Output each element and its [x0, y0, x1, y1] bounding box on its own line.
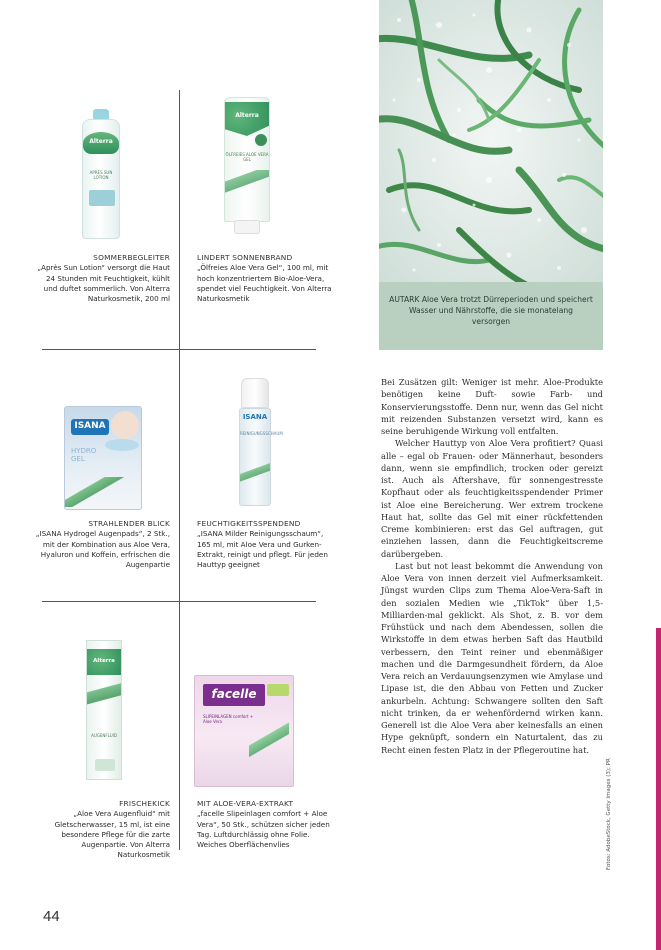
product-image-cleansing-foam — [237, 378, 283, 506]
photo-caption-box — [379, 282, 603, 350]
caption-eye-fluid — [34, 799, 170, 861]
caption-title-hydrogel-pads: STRAHLENDER BLICK — [88, 519, 170, 528]
article-paragraph-1: Bei Zusätzen gilt: Weniger ist mehr. Aloe-Produkte benötigen keine Duft- sowie Farb- und Konservierungsstoffe. Denn nur, wenn das Gel nicht mit reizenden Substanzen versetzt wird, kann es seine beruhigende Wirkung voll entfalten. — [381, 377, 603, 436]
caption-text-panty-liners: „facelle Slipeinlagen comfort + Aloe Vera“, 50 Stk., schützen sicher jeden Tag. Luftdurchlässig ohne Folie. Weiches Oberflächenvlies — [197, 809, 330, 850]
cleansing-foam-label: REINIGUNGSSCHAUM — [240, 431, 283, 436]
product-image-hydrogel-pads — [64, 406, 142, 510]
grid-divider-vertical — [179, 90, 180, 850]
caption-text-eye-fluid: „Aloe Vera Augenfluid“ mit Gletscherwasser, 15 ml, ist eine besondere Pflege für die zarte Augenpartie. Von Alterra Naturkosmetik — [54, 809, 170, 860]
article-paragraph-2: Welcher Hauttyp von Aloe Vera profitiert? Quasi alle – egal ob Frauen- oder Männerhaut, besonders dann, wenn sie empfindlich, trocken oder gereizt ist. Auch als Aftershave, für sonnengestresste Kopfhaut oder als feuchtigkeitsspendender Primer ist Aloe eine Bereicherung. Wer extrem trockene Haut hat, sollte das Gel mit einer rückfettenden Creme kombinieren: erst das Gel auftragen, gut einziehen lassen, dann die Feuchtigkeitscreme darübergeben. — [381, 438, 603, 559]
photo-caption: AUTARK Aloe Vera trotzt Dürreperioden und speichert Wasser und Nährstoffe, die sie monatelang versorgen — [389, 295, 593, 326]
page-number: 44 — [43, 908, 60, 925]
article-paragraph-3: Last but not least bekommt die Anwendung von Aloe Vera von innen derzeit viel Aufmerksamkeit. Jüngst wurden Clips zum Thema Aloe-Vera-Saft in den sozialen Medien wie „TikTok“ über 1,5-Milliarden-mal geklickt. Als Shot, z. B. vor dem Frühstück und nach dem Abendessen, sollen die Wirkstoffe in dem etwas herben Saft das Hautbild verbessern, den Teint reiner und ebenmäßiger machen und die Darmgesundheit fördern, da Aloe Vera reich an Verdauungsenzymen wie Amylase und Lipase ist, die den Abbau von Fetten und Zucker ankurbeln. Achtung: Schwangere sollten den Saft nicht trinken, da er wehenfördernd wirken kann. Generell ist die Aloe Vera aber keinesfalls an einen Hype geknüpft, sondern ein Naturtalent, das zu Recht einen festen Platz in der Pflegeroutine hat. — [381, 560, 603, 755]
panty-liners-label: SLIPEINLAGEN comfort + Aloe Vera — [203, 714, 254, 724]
product-image-apres-sun — [80, 109, 122, 239]
aloe-gel-brand: Alterra — [235, 112, 259, 119]
caption-apres-sun — [34, 253, 170, 304]
grid-divider-middle — [42, 601, 316, 602]
caption-title-cleansing-foam: FEUCHTIGKEITSSPENDEND — [197, 519, 301, 528]
caption-title-apres-sun: SOMMERBEGLEITER — [93, 253, 170, 262]
caption-text-hydrogel-pads: „ISANA Hydrogel Augenpads“, 2 Stk., mit der Kombination aus Aloe Vera, Hyaluron und Koffein, erfrischen die Augenpartie — [35, 529, 170, 570]
caption-cleansing-foam — [197, 519, 333, 570]
apres-sun-label: APRÈS SUN LOTION — [89, 170, 113, 180]
product-image-aloe-gel — [224, 97, 270, 237]
apres-sun-brand: Alterra — [89, 138, 113, 145]
edge-color-bar — [656, 628, 661, 950]
article-body — [381, 376, 603, 756]
caption-title-aloe-gel: LINDERT SONNENBRAND — [197, 253, 293, 262]
caption-title-panty-liners: MIT ALOE-VERA-EXTRAKT — [197, 799, 294, 808]
eye-fluid-brand: Alterra — [93, 658, 115, 664]
caption-panty-liners — [197, 799, 333, 850]
hydrogel-pads-brand: ISANA — [74, 421, 106, 431]
photo-credit: Fotos: AdobeStock, Getty Images (3); PR — [606, 758, 612, 870]
caption-hydrogel-pads — [34, 519, 170, 570]
hydrogel-pads-label: HYDRO GEL — [71, 447, 97, 463]
product-image-eye-fluid — [86, 640, 122, 780]
grid-divider-top — [42, 349, 316, 350]
aloe-leaves-illustration — [379, 0, 603, 282]
caption-text-aloe-gel: „Ölfreies Aloe Vera Gel“, 100 ml, mit hoch konzentriertem Bio-Aloe-Vera, spendet viel Feuchtigkeit. Von Alterra Naturkosmetik — [197, 263, 332, 304]
product-image-panty-liners — [194, 675, 294, 787]
caption-text-cleansing-foam: „ISANA Milder Reinigungsschaum“, 165 ml, mit Aloe Vera und Gurken-Extrakt, reinigt und pflegt. Für jeden Hauttyp geeignet — [197, 529, 328, 570]
caption-aloe-gel — [197, 253, 333, 304]
eye-fluid-label: AUGENFLUID — [91, 733, 117, 738]
caption-text-apres-sun: „Après Sun Lotion“ versorgt die Haut 24 Stunden mit Feuchtigkeit, kühlt und duftet sommerlich. Von Alterra Naturkosmetik, 200 ml — [37, 263, 170, 304]
caption-title-eye-fluid: FRISCHEKICK — [119, 799, 170, 808]
cleansing-foam-brand: ISANA — [242, 413, 268, 421]
panty-liners-brand: facelle — [211, 687, 257, 701]
aloe-vera-photo — [379, 0, 603, 282]
aloe-gel-label: ÖLFREIES ALOE VERA GEL — [225, 152, 269, 162]
